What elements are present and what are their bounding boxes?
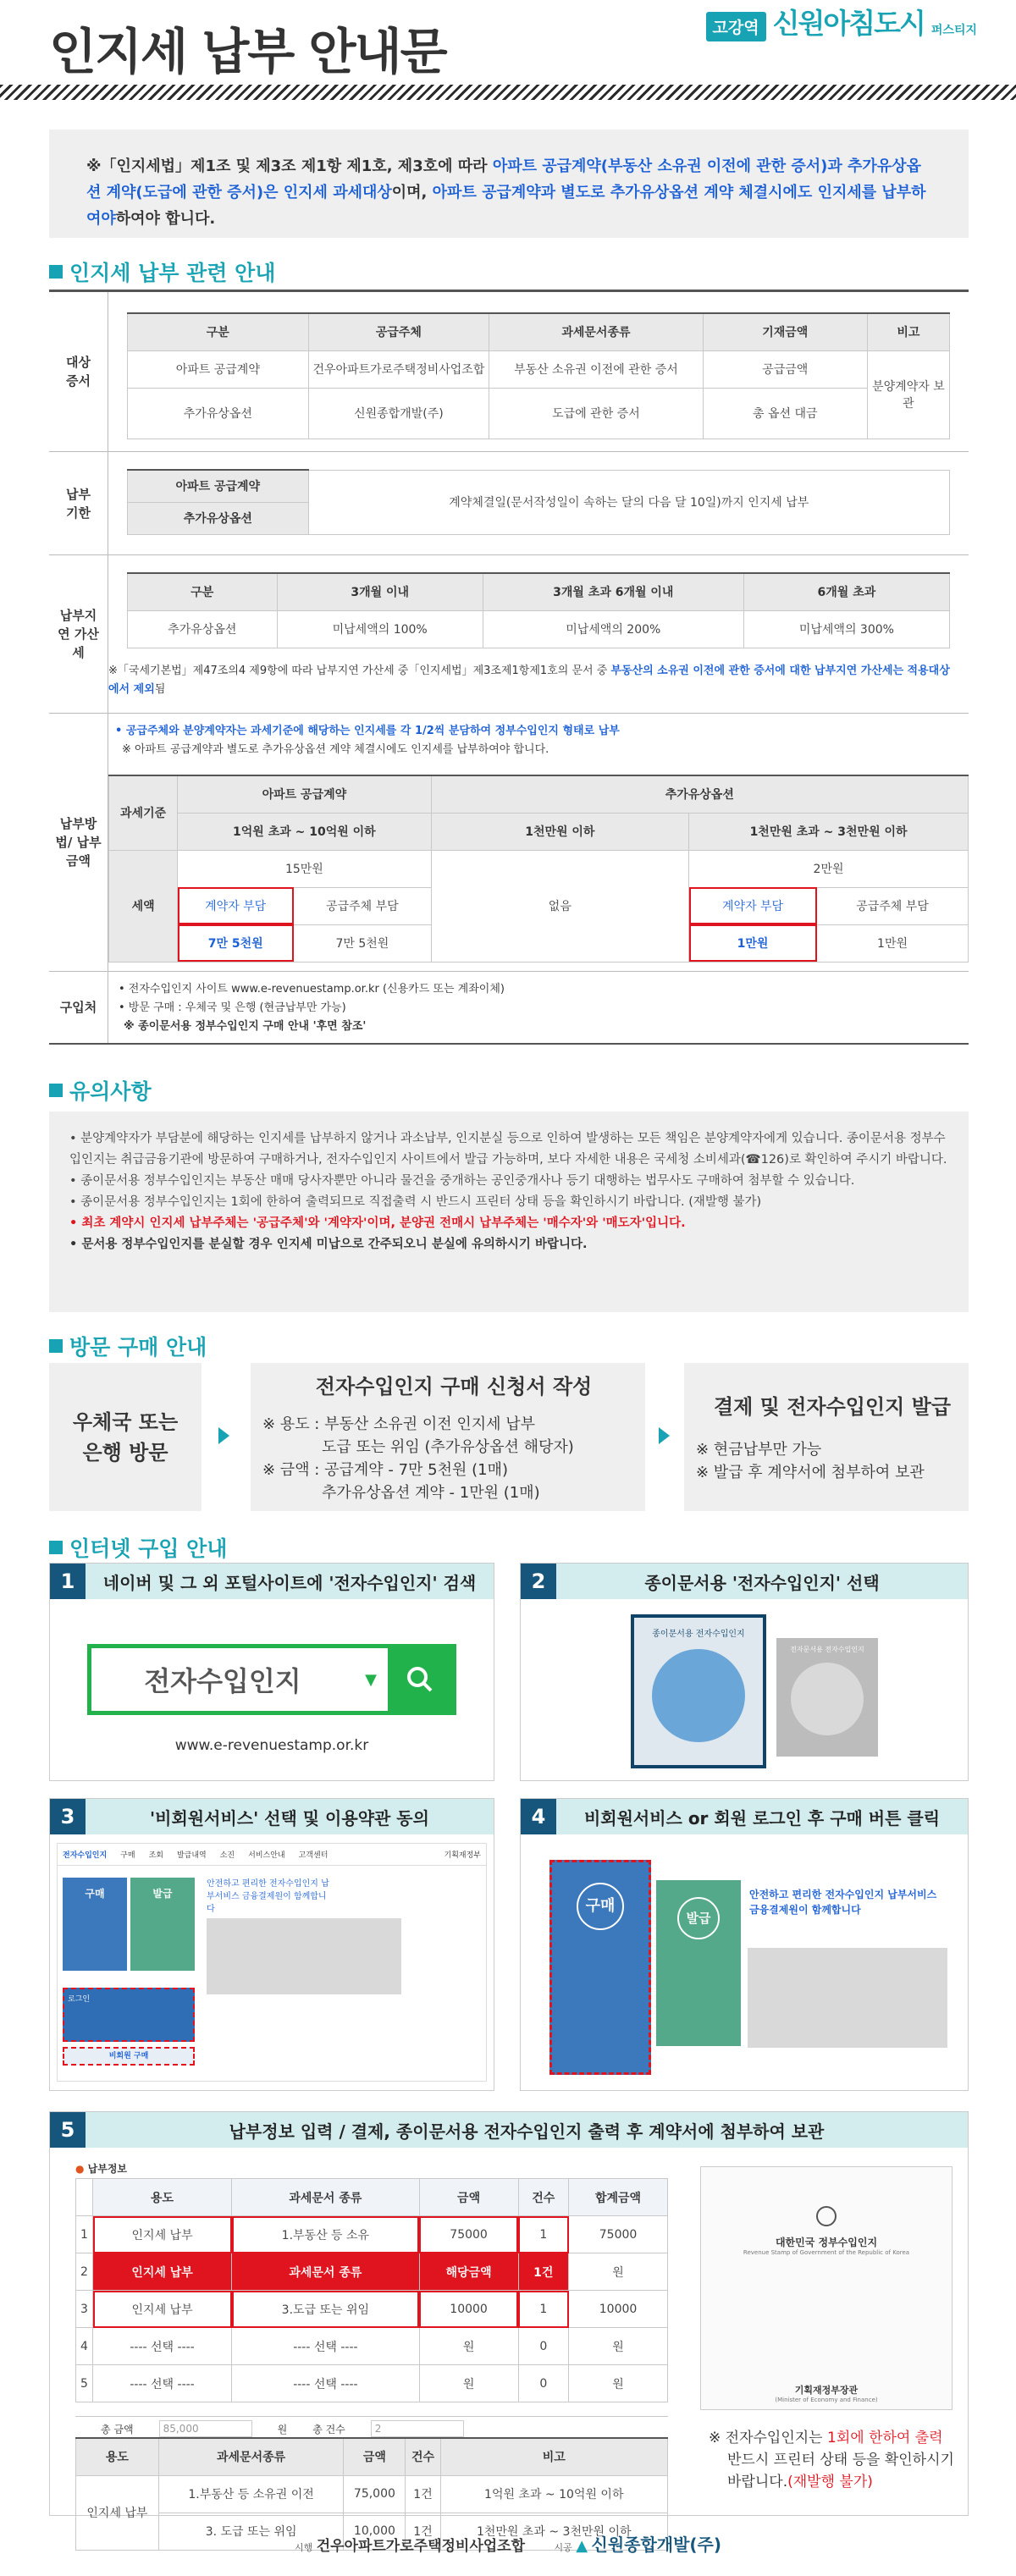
- td: 1만원: [817, 924, 969, 962]
- reprint-note: [709, 2427, 954, 2493]
- th: 3개월 초과 6개월 이내: [483, 573, 743, 610]
- th: 구분: [128, 313, 309, 350]
- method-table: [108, 775, 969, 963]
- header: [0, 0, 1016, 100]
- step-title: 비회원서비스 or 회원 로그인 후 구매 버튼 클릭: [583, 1807, 941, 1829]
- td: 1천만원 초과 ~ 3천만원 이하: [440, 2513, 667, 2550]
- th: 용도: [93, 2179, 232, 2216]
- td: 1건: [406, 2513, 440, 2550]
- doc-label: 과세문서 종류: [232, 2253, 419, 2291]
- th: 금액: [344, 2438, 406, 2475]
- section-title-visit: [49, 1331, 207, 1361]
- step-card-4: [520, 1798, 969, 2091]
- row-target: [49, 292, 969, 452]
- paper-stamp-option[interactable]: [631, 1614, 766, 1768]
- caution-box: [49, 1111, 969, 1312]
- section-title-info: [49, 256, 275, 287]
- td: 추가유상옵션: [128, 610, 278, 648]
- notice-highlight: 아파트 공급계약(부동산 소유권 이전에 관한 증서)과 추가유상옵션 계약(도급에 관한 증서)은 인지세 과세대상: [86, 157, 921, 201]
- unit: 원: [277, 2423, 288, 2435]
- brand-mark-icon: ▲: [576, 2537, 588, 2555]
- td: 미납세액의 100%: [277, 610, 483, 648]
- method-bullet: • 공급주체와 분양계약자는 과세기준에 해당하는 인지세를 각 1/2씩 분담하여 정부수입인지 형태로 납부: [115, 725, 620, 737]
- brand-name: 신원아침도시: [772, 7, 925, 40]
- td: 건우아파트가로주택정비사업조합: [308, 350, 489, 388]
- hatch-divider: [0, 85, 1016, 100]
- gov-label: 기획재정부: [444, 1851, 481, 1860]
- payment-info-label: [75, 2161, 127, 2176]
- square-icon: [49, 1541, 63, 1554]
- th: 1억원 초과 ~ 10억원 이하: [178, 813, 431, 850]
- visit-text: ※ 발급 후 계약서에 첨부하여 보관: [696, 1464, 925, 1481]
- th: 추가유상옵션: [128, 502, 309, 534]
- th: 6개월 초과: [743, 573, 949, 610]
- page-title: 인지세 납부 안내문: [49, 23, 446, 80]
- square-icon: [49, 1339, 63, 1353]
- step-number: 2: [521, 1564, 556, 1599]
- visit-text: 우체국 또는 은행 방문: [72, 1409, 179, 1465]
- buy-tile[interactable]: [549, 1860, 651, 2075]
- td: 분양계약자 보관: [867, 350, 949, 439]
- caution-line: • 종이문서용 정부수입인지는 1회에 한하여 출력되므로 직접출력 시 반드시 프린터 상태 등을 확인하시기 바랍니다. (재발행 불가): [69, 1195, 762, 1209]
- th: 과세문서종류: [489, 313, 703, 350]
- stamp-sign: 기획재정부장관: [794, 2385, 859, 2396]
- step-title: 납부정보 입력 / 결제, 종이문서용 전자수입인지 출력 후 계약서에 첨부하여 보관: [229, 2121, 825, 2142]
- caution-line: • 종이문서용 정부수입인지는 부동산 매매 당사자뿐만 아니라 물건을 중개하는 공인중개사나 등기 대행하는 법무사도 구매하여 첨부할 수 있습니다.: [69, 1174, 855, 1188]
- td: 계약자 부담: [689, 887, 817, 924]
- visit-title: 결제 및 전자수입인지 발급: [713, 1395, 952, 1419]
- method-note: ※ 아파트 공급계약과 별도로 추가유상옵션 계약 체결시에도 인지세를 납부하여야 합니다.: [122, 743, 549, 756]
- issue-tile[interactable]: [656, 1880, 741, 2046]
- step-number: 5: [50, 2112, 86, 2148]
- td: 1만원: [689, 924, 817, 962]
- menu-item[interactable]: 소진: [219, 1851, 235, 1860]
- td: 7만 5천원: [178, 924, 294, 962]
- doc-select[interactable]: 3.도급 또는 위임: [232, 2291, 419, 2328]
- section-label: 방문 구매 안내: [69, 1335, 207, 1360]
- td: 추가유상옵션: [128, 388, 309, 439]
- buy-line: • 방문 구매 : 우체국 및 은행 (현금납부만 가능): [119, 1001, 346, 1014]
- footer-developer: 건우아파트가로주택정비사업조합: [316, 2538, 526, 2555]
- doc-select[interactable]: 1.부동산 등 소유: [232, 2216, 419, 2253]
- info-block: [49, 290, 969, 1045]
- visit-text: 추가유상옵션 계약 - 1만원 (1매): [322, 1484, 540, 1502]
- th: 과세기준: [109, 775, 178, 850]
- td: 2만원: [689, 850, 969, 887]
- use-select[interactable]: ---- 선택 ----: [93, 2328, 232, 2365]
- td: 총 옵션 대금: [703, 388, 867, 439]
- deadline-table: [127, 469, 950, 535]
- search-icon: [405, 1664, 435, 1695]
- site-logo: 전자수입인지: [63, 1851, 108, 1860]
- visit-step-2: [251, 1363, 645, 1511]
- row-method: [49, 714, 969, 972]
- step-number: 4: [521, 1799, 556, 1834]
- th: 비고: [440, 2438, 667, 2475]
- visit-step-1: [49, 1363, 202, 1511]
- td: 1.부동산 등 소유권 이전: [158, 2475, 344, 2513]
- buy-tile[interactable]: [63, 1878, 127, 1971]
- th: 1천만원 초과 ~ 3천만원 이하: [689, 813, 969, 850]
- td: 도급에 관한 증서: [489, 388, 703, 439]
- th: 비고: [867, 313, 949, 350]
- unit: 원: [419, 2328, 518, 2365]
- brand-logo: [706, 2, 977, 41]
- td: 1억원 초과 ~ 10억원 이하: [440, 2475, 667, 2513]
- buy-line: • 전자수입인지 사이트 www.e-revenuestamp.or.kr (신용카드 또는 계좌이체): [119, 983, 505, 996]
- revenue-stamp-image: [700, 2166, 952, 2410]
- arrow-right-icon: [218, 1427, 229, 1444]
- td: 공급금액: [703, 350, 867, 388]
- stamp-title: 대한민국 정부수입인지: [775, 2237, 878, 2248]
- visit-text: ※ 현금납부만 가능: [696, 1441, 822, 1459]
- amount-label: 해당금액: [419, 2253, 518, 2291]
- step-card-2: [520, 1563, 969, 1781]
- row-label: 구입처: [49, 972, 108, 1043]
- row-label: 납부 기한: [49, 452, 108, 554]
- visit-step-3: [684, 1363, 969, 1511]
- tile-label: 구매: [85, 1888, 105, 1900]
- td: 공급주체 부담: [294, 887, 431, 924]
- notice-text: ※「인지세법」제1조 및 제3조 제1항 제1호, 제3호에 따라: [86, 157, 493, 175]
- notice-highlight: 아파트 공급계약과 별도로 추가유상옵션 계약 체결시에도 인지세를 납부하여야: [86, 184, 926, 228]
- circle-icon: ●: [75, 2163, 88, 2175]
- search-input[interactable]: 전자수입인지: [144, 1665, 301, 1697]
- caution-line: • 분양계약자가 부담분에 해당하는 인지세를 납부하지 않거나 과소납부, 인지분실 등으로 인하여 발생하는 모든 책임은 분양계약자에게 있습니다. 종이문서용 정부수입인지는 취급금융기관에 방문하여 구매하거나, 전자수입인지 사이트에서 발급 가능하며, 보다 자세한 내용은 국세청 소비세과(☎126)로 확인하여 주시기 바랍니다.: [69, 1132, 947, 1167]
- visit-text: ※ 금액 : 공급계약 - 7만 5천원 (1매): [262, 1461, 508, 1479]
- td: 공급주체 부담: [817, 887, 969, 924]
- use-select[interactable]: 인지세 납부: [93, 2216, 232, 2253]
- section-title-internet: [49, 1532, 227, 1563]
- visit-text: ※ 용도 : 부동산 소유권 이전 인지세 납부: [262, 1415, 536, 1433]
- sum-input: 75000: [569, 2216, 668, 2253]
- th: 구분: [128, 573, 278, 610]
- brand-sub: 퍼스티지: [930, 24, 977, 37]
- menu-item[interactable]: 서비스안내: [248, 1851, 285, 1860]
- td: 3. 도급 또는 위임: [158, 2513, 344, 2550]
- section-label: 인지세 납부 관련 안내: [69, 261, 276, 285]
- step-card-5: [49, 2111, 969, 2539]
- issue-button[interactable]: 발급: [677, 1897, 720, 1939]
- electronic-stamp-option[interactable]: [776, 1638, 878, 1757]
- note-highlight: 1회에 한하여 출력: [827, 2430, 943, 2446]
- menu-item[interactable]: 구매: [120, 1851, 135, 1860]
- laptop-image: [748, 1948, 947, 2048]
- notice-box: [49, 130, 969, 238]
- doc-select[interactable]: ---- 선택 ----: [232, 2365, 419, 2402]
- total-label: 총 금액: [101, 2423, 134, 2435]
- step-title: 종이문서용 '전자수입인지' 선택: [644, 1572, 880, 1593]
- hero-text: 안전하고 편리한 전자수입인지 납부서비스 금융결제원이 함께합니다: [749, 1889, 937, 1916]
- use-label: 인지세 납부: [93, 2253, 232, 2291]
- square-icon: [49, 1084, 63, 1097]
- stamp-body: [701, 2256, 952, 2383]
- unit: 원: [569, 2253, 668, 2291]
- td: 부동산 소유권 이전에 관한 증서: [489, 350, 703, 388]
- section-label: 유의사항: [69, 1079, 152, 1104]
- stamp-sub: Revenue Stamp of Government of the Republic of Korea: [743, 2249, 910, 2256]
- label-text: 납부정보: [87, 2163, 128, 2175]
- th: 1천만원 이하: [431, 813, 689, 850]
- count-select[interactable]: 1: [518, 2216, 569, 2253]
- search-button[interactable]: [388, 1648, 452, 1711]
- note-text: ※ 전자수입인지는: [709, 2430, 828, 2446]
- unit: 원: [569, 2365, 668, 2402]
- menu-item[interactable]: 조회: [148, 1851, 163, 1860]
- td: 계약자 부담: [178, 887, 294, 924]
- caution-line: • 최초 계약시 인지세 납부주체는 '공급주체'와 '계약자'이며, 분양권 전매시 납부주체는 '매수자'와 '매도자'입니다.: [69, 1216, 686, 1230]
- payment-form: [75, 2178, 668, 2441]
- td: 75,000: [344, 2475, 406, 2513]
- use-select[interactable]: 인지세 납부: [93, 2291, 232, 2328]
- document-icon: [791, 1663, 864, 1735]
- visit-text: 도급 또는 위임 (추가유상옵션 해당자): [322, 1438, 574, 1456]
- th: 아파트 공급계약: [178, 775, 431, 813]
- row-label: 납부지연 가산세: [49, 555, 108, 713]
- penalty-table: [127, 572, 950, 648]
- th: 합계금액: [569, 2179, 668, 2216]
- buy-button[interactable]: 구매: [577, 1883, 624, 1930]
- note-highlight: (재발행 불가): [787, 2474, 873, 2491]
- option-label: 종이문서용 전자수입인지: [652, 1630, 745, 1639]
- section-title-caution: [49, 1075, 152, 1106]
- step-title: 네이버 및 그 외 포털사이트에 '전자수입인지' 검색: [102, 1572, 477, 1593]
- row-label: 대상 증서: [49, 292, 108, 451]
- notice-text: 이며,: [391, 184, 433, 201]
- count-total: 2: [371, 2420, 464, 2437]
- buy-line: ※ 종이문서용 정부수입인지 구매 안내 '후면 참조': [124, 1020, 367, 1033]
- th: 추가유상옵션: [431, 775, 968, 813]
- count-total-label: 총 건수: [312, 2423, 345, 2435]
- option-label: 전자문서용 전자수입인지: [790, 1646, 864, 1653]
- th: 용도: [76, 2438, 159, 2475]
- td: 미납세액의 200%: [483, 610, 743, 648]
- footer-builder: 신원종합개발(주): [591, 2535, 722, 2555]
- sum-input: 10000: [569, 2291, 668, 2328]
- th: 금액: [419, 2179, 518, 2216]
- count-select[interactable]: 1: [518, 2291, 569, 2328]
- total-amount: 85,000: [159, 2420, 252, 2437]
- td: 아파트 공급계약: [128, 350, 309, 388]
- square-icon: [49, 265, 63, 279]
- use-select[interactable]: ---- 선택 ----: [93, 2365, 232, 2402]
- penalty-note: [108, 662, 950, 699]
- td: 7만 5천원: [294, 924, 431, 962]
- document-icon: [652, 1649, 745, 1742]
- step-title: '비회원서비스' 선택 및 이용약관 동의: [150, 1807, 429, 1829]
- th: 건수: [518, 2179, 569, 2216]
- th: 건수: [406, 2438, 440, 2475]
- th: 공급주체: [308, 313, 489, 350]
- footer-label: 시행: [294, 2542, 313, 2553]
- note-text: 반드시 프린터 상태 등을 확인하시기 바랍니다.: [727, 2452, 954, 2491]
- tile-label: 발급: [152, 1888, 173, 1900]
- nonmember-button[interactable]: 비회원 구매: [63, 2047, 195, 2066]
- doc-select[interactable]: ---- 선택 ----: [232, 2328, 419, 2365]
- row-penalty: [49, 555, 969, 714]
- step-card-3: [49, 1798, 494, 2091]
- td: 인지세 납부: [76, 2475, 159, 2550]
- unit: 원: [419, 2365, 518, 2402]
- notice-text: 하여야 합니다.: [115, 210, 216, 228]
- th: 과세문서 종류: [232, 2179, 419, 2216]
- hero-text: 안전하고 편리한 전자수입인지 납부서비스 금융결제원이 함께합니다: [207, 1879, 329, 1914]
- emblem-icon: [816, 2206, 837, 2226]
- menu-item[interactable]: 고객센터: [298, 1851, 329, 1860]
- payment-table: 용도 과세문서 종류 금액 건수 합계금액 1 인지세 납부 1.부동산 등 소유 75000 1 75000 2 인지세 납부 과세문서 종류 해당금액 1건 원 3 인지세 납부 3.도급 또는 위임 10000 1 10000 4 ---- 선택 ---- ---- 선택 ---- 원 0 원 5 ---- 선택 ---- ---- 선택 ---- 원 0 원: [75, 2178, 668, 2402]
- brand-tag: 고강역: [706, 12, 766, 41]
- footer: [0, 2531, 1016, 2556]
- note-text: ※「국세기본법」제47조의4 제9항에 따라 납부지연 가산세 중「인지세법」제3조제1항제1호의 문서 중: [108, 664, 611, 677]
- login-box[interactable]: [63, 1988, 195, 2042]
- site-url: www.e-revenuestamp.or.kr: [174, 1737, 369, 1754]
- search-box[interactable]: [87, 1644, 456, 1715]
- count-label: 1건: [518, 2253, 569, 2291]
- step-number: 1: [50, 1564, 86, 1599]
- row-deadline: [49, 452, 969, 555]
- section-label: 인터넷 구입 안내: [69, 1536, 228, 1561]
- th: 아파트 공급계약: [128, 470, 309, 502]
- caution-line: • 문서용 정부수입인지를 분실할 경우 인지세 미납으로 간주되오니 분실에 유의하시기 바랍니다.: [69, 1238, 588, 1251]
- amount-input[interactable]: 10000: [419, 2291, 518, 2328]
- note-text: 됨: [154, 682, 166, 696]
- step-number: 3: [50, 1799, 86, 1834]
- td: 10,000: [344, 2513, 406, 2550]
- laptop-image: [207, 1918, 401, 1994]
- target-table: [127, 312, 950, 439]
- td: 15만원: [178, 850, 431, 887]
- td: 없음: [431, 850, 689, 962]
- step-card-1: [49, 1563, 494, 1781]
- visit-title: 전자수입인지 구매 신청서 작성: [315, 1375, 593, 1398]
- td: 계약체결일(문서작성일이 속하는 달의 다음 달 10일)까지 인지세 납부: [308, 470, 949, 534]
- th: 과세문서종류: [158, 2438, 344, 2475]
- unit: 원: [569, 2328, 668, 2365]
- site-screenshot: [57, 1843, 487, 2082]
- arrow-right-icon: [659, 1427, 670, 1444]
- stamp-sign-en: (Minister of Economy and Finance): [775, 2397, 878, 2403]
- row-label: 납부방법/ 납부금액: [49, 714, 108, 971]
- th: 세액: [109, 850, 178, 962]
- th: 기재금액: [703, 313, 867, 350]
- login-label: 로그인: [68, 1995, 91, 2004]
- footer-label: 시공: [554, 2542, 572, 2553]
- amount-input[interactable]: 75000: [419, 2216, 518, 2253]
- chevron-down-icon: ▼: [365, 1670, 377, 1689]
- issue-tile[interactable]: [130, 1878, 195, 1971]
- td: 미납세액의 300%: [743, 610, 949, 648]
- note-highlight: 부동산의 소유권 이전에 관한 증서에 대한 납부지연 가산세는 적용대상에서 제외: [108, 664, 950, 696]
- menu-item[interactable]: 발급내역: [176, 1851, 207, 1860]
- td: 신원종합개발(주): [308, 388, 489, 439]
- th: 3개월 이내: [277, 573, 483, 610]
- row-buy: [49, 972, 969, 1045]
- td: 1건: [406, 2475, 440, 2513]
